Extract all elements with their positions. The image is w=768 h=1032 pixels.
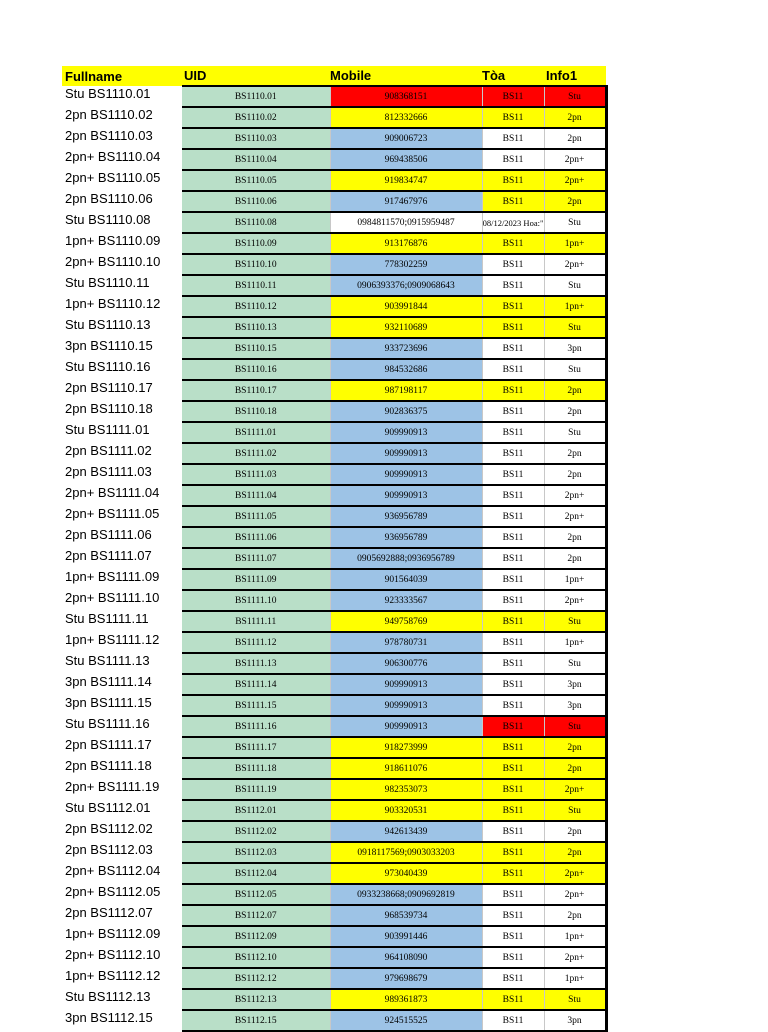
- table-row: [62, 548, 606, 569]
- cell-toa[interactable]: BS11: [482, 548, 544, 569]
- cell-mobile[interactable]: 979698679: [330, 968, 482, 989]
- header-uid[interactable]: UID: [182, 66, 330, 86]
- table-row: [62, 821, 606, 842]
- cell-uid[interactable]: BS1111.01: [182, 422, 330, 443]
- cell-toa[interactable]: BS11: [482, 149, 544, 170]
- cell-toa[interactable]: BS11: [482, 380, 544, 401]
- table-row: [62, 884, 606, 905]
- cell-mobile[interactable]: 969438506: [330, 149, 482, 170]
- cell-uid[interactable]: BS1112.01: [182, 800, 330, 821]
- cell-mobile[interactable]: 909990913: [330, 674, 482, 695]
- cell-mobile[interactable]: 0918117569;0903033203: [330, 842, 482, 863]
- table-body: [62, 86, 606, 1031]
- cell-toa[interactable]: BS11: [482, 695, 544, 716]
- cell-mobile[interactable]: 984532686: [330, 359, 482, 380]
- cell-info1[interactable]: 2pn: [544, 821, 606, 842]
- cell-toa[interactable]: BS11: [482, 296, 544, 317]
- cell-info1[interactable]: 3pn: [544, 695, 606, 716]
- cell-toa[interactable]: BS11: [482, 191, 544, 212]
- cell-info1[interactable]: 2pn+: [544, 779, 606, 800]
- table-row: [62, 947, 606, 968]
- cell-toa[interactable]: BS11: [482, 359, 544, 380]
- cell-toa[interactable]: BS11: [482, 989, 544, 1010]
- cell-uid[interactable]: BS1110.12: [182, 296, 330, 317]
- cell-fullname[interactable]: 1pn+ BS1112.09: [65, 926, 161, 941]
- cell-mobile[interactable]: 918273999: [330, 737, 482, 758]
- cell-toa[interactable]: BS11: [482, 968, 544, 989]
- cell-fullname[interactable]: 1pn+ BS1111.12: [65, 632, 160, 647]
- cell-info1[interactable]: 2pn: [544, 380, 606, 401]
- table-row: [62, 275, 606, 296]
- cell-info1[interactable]: Stu: [544, 989, 606, 1010]
- cell-uid[interactable]: BS1110.16: [182, 359, 330, 380]
- cell-fullname[interactable]: 2pn BS1111.06: [65, 527, 152, 542]
- table-row: [62, 569, 606, 590]
- cell-mobile[interactable]: 942613439: [330, 821, 482, 842]
- cell-info1[interactable]: 2pn: [544, 401, 606, 422]
- cell-info1[interactable]: Stu: [544, 611, 606, 632]
- cell-mobile[interactable]: 908368151: [330, 86, 482, 107]
- cell-info1[interactable]: Stu: [544, 86, 606, 107]
- cell-info1[interactable]: 1pn+: [544, 926, 606, 947]
- cell-mobile[interactable]: 903320531: [330, 800, 482, 821]
- cell-uid[interactable]: BS1111.09: [182, 569, 330, 590]
- cell-uid[interactable]: BS1111.18: [182, 758, 330, 779]
- cell-info1[interactable]: Stu: [544, 653, 606, 674]
- cell-mobile[interactable]: 0905692888;0936956789: [330, 548, 482, 569]
- cell-fullname[interactable]: 2pn+ BS1111.05: [65, 506, 160, 521]
- table-row: [62, 1010, 606, 1031]
- cell-toa[interactable]: BS11: [482, 674, 544, 695]
- cell-mobile[interactable]: 982353073: [330, 779, 482, 800]
- cell-toa[interactable]: BS11: [482, 1010, 544, 1031]
- cell-fullname[interactable]: 2pn+ BS1110.04: [65, 149, 161, 164]
- table-row: [62, 296, 606, 317]
- cell-mobile[interactable]: 909990913: [330, 485, 482, 506]
- cell-toa[interactable]: BS11: [482, 254, 544, 275]
- cell-fullname[interactable]: 3pn BS1111.14: [65, 674, 152, 689]
- cell-uid[interactable]: BS1110.13: [182, 317, 330, 338]
- cell-toa[interactable]: BS11: [482, 611, 544, 632]
- cell-fullname[interactable]: Stu BS1111.11: [65, 611, 149, 626]
- cell-info1[interactable]: Stu: [544, 359, 606, 380]
- cell-mobile[interactable]: 924515525: [330, 1010, 482, 1031]
- cell-toa[interactable]: BS11: [482, 485, 544, 506]
- cell-fullname[interactable]: 1pn+ BS1110.09: [65, 233, 161, 248]
- table-row: [62, 506, 606, 527]
- cell-mobile[interactable]: 917467976: [330, 191, 482, 212]
- cell-info1[interactable]: 2pn: [544, 464, 606, 485]
- cell-fullname[interactable]: 2pn BS1110.18: [65, 401, 153, 416]
- cell-info1[interactable]: Stu: [544, 275, 606, 296]
- cell-uid[interactable]: BS1112.04: [182, 863, 330, 884]
- table-row: [62, 674, 606, 695]
- table-row: [62, 800, 606, 821]
- table-row: [62, 338, 606, 359]
- header-toa[interactable]: Tòa: [482, 66, 544, 86]
- cell-uid[interactable]: BS1110.18: [182, 401, 330, 422]
- cell-uid[interactable]: BS1111.17: [182, 737, 330, 758]
- cell-info1[interactable]: Stu: [544, 212, 606, 233]
- cell-fullname[interactable]: Stu BS1111.01: [65, 422, 150, 437]
- cell-uid[interactable]: BS1112.05: [182, 884, 330, 905]
- cell-mobile[interactable]: 909990913: [330, 443, 482, 464]
- cell-toa[interactable]: BS11: [482, 716, 544, 737]
- cell-info1[interactable]: 1pn+: [544, 968, 606, 989]
- cell-info1[interactable]: 2pn: [544, 905, 606, 926]
- cell-mobile[interactable]: 936956789: [330, 527, 482, 548]
- cell-uid[interactable]: BS1111.13: [182, 653, 330, 674]
- cell-uid[interactable]: BS1111.19: [182, 779, 330, 800]
- cell-toa[interactable]: BS11: [482, 233, 544, 254]
- cell-fullname[interactable]: 2pn BS1112.07: [65, 905, 153, 920]
- cell-info1[interactable]: 2pn: [544, 191, 606, 212]
- cell-mobile[interactable]: 903991844: [330, 296, 482, 317]
- cell-uid[interactable]: BS1111.07: [182, 548, 330, 569]
- cell-info1[interactable]: 2pn+: [544, 485, 606, 506]
- cell-fullname[interactable]: 2pn BS1110.06: [65, 191, 153, 206]
- cell-fullname[interactable]: 3pn BS1111.15: [65, 695, 152, 710]
- cell-uid[interactable]: BS1110.11: [182, 275, 330, 296]
- cell-mobile[interactable]: 968539734: [330, 905, 482, 926]
- header-row: [62, 66, 606, 86]
- cell-mobile[interactable]: 949758769: [330, 611, 482, 632]
- cell-fullname[interactable]: 2pn+ BS1110.10: [65, 254, 161, 269]
- cell-info1[interactable]: 2pn+: [544, 506, 606, 527]
- cell-toa[interactable]: BS11: [482, 905, 544, 926]
- cell-info1[interactable]: 2pn: [544, 443, 606, 464]
- cell-info1[interactable]: 2pn+: [544, 149, 606, 170]
- cell-fullname[interactable]: 2pn BS1112.02: [65, 821, 153, 836]
- cell-toa[interactable]: 08/12/2023 Hoa:": [482, 212, 544, 233]
- cell-uid[interactable]: BS1111.15: [182, 695, 330, 716]
- cell-fullname[interactable]: 2pn+ BS1111.10: [65, 590, 160, 605]
- cell-mobile[interactable]: 0984811570;0915959487: [330, 212, 482, 233]
- cell-toa[interactable]: BS11: [482, 338, 544, 359]
- cell-info1[interactable]: 2pn+: [544, 884, 606, 905]
- table-row: [62, 863, 606, 884]
- table-row: [62, 149, 606, 170]
- cell-fullname[interactable]: 2pn BS1111.17: [65, 737, 152, 752]
- cell-toa[interactable]: BS11: [482, 527, 544, 548]
- table-row: [62, 611, 606, 632]
- cell-uid[interactable]: BS1110.08: [182, 212, 330, 233]
- cell-toa[interactable]: BS11: [482, 632, 544, 653]
- cell-uid[interactable]: BS1111.14: [182, 674, 330, 695]
- table-row: [62, 989, 606, 1010]
- cell-uid[interactable]: BS1112.15: [182, 1010, 330, 1031]
- cell-toa[interactable]: BS11: [482, 401, 544, 422]
- cell-mobile[interactable]: 964108090: [330, 947, 482, 968]
- cell-info1[interactable]: 2pn+: [544, 863, 606, 884]
- cell-uid[interactable]: BS1110.02: [182, 107, 330, 128]
- cell-mobile[interactable]: 932110689: [330, 317, 482, 338]
- cell-fullname[interactable]: Stu BS1110.11: [65, 275, 150, 290]
- cell-uid[interactable]: BS1111.03: [182, 464, 330, 485]
- spreadsheet-table: [62, 66, 608, 1032]
- cell-uid[interactable]: BS1110.10: [182, 254, 330, 275]
- cell-info1[interactable]: 2pn: [544, 128, 606, 149]
- cell-toa[interactable]: BS11: [482, 884, 544, 905]
- cell-fullname[interactable]: Stu BS1110.13: [65, 317, 151, 332]
- table-row: [62, 86, 606, 107]
- table-row: [62, 485, 606, 506]
- cell-info1[interactable]: 3pn: [544, 1010, 606, 1031]
- cell-info1[interactable]: 1pn+: [544, 233, 606, 254]
- table-row: [62, 212, 606, 233]
- cell-fullname[interactable]: Stu BS1112.13: [65, 989, 151, 1004]
- cell-fullname[interactable]: 2pn+ BS1111.04: [65, 485, 160, 500]
- cell-fullname[interactable]: 3pn BS1110.15: [65, 338, 153, 353]
- cell-uid[interactable]: BS1112.09: [182, 926, 330, 947]
- cell-info1[interactable]: 1pn+: [544, 296, 606, 317]
- cell-uid[interactable]: BS1111.06: [182, 527, 330, 548]
- cell-toa[interactable]: BS11: [482, 170, 544, 191]
- table-row: [62, 443, 606, 464]
- cell-info1[interactable]: Stu: [544, 422, 606, 443]
- table-row: [62, 191, 606, 212]
- cell-mobile[interactable]: 909990913: [330, 464, 482, 485]
- cell-toa[interactable]: BS11: [482, 107, 544, 128]
- cell-fullname[interactable]: Stu BS1111.13: [65, 653, 150, 668]
- cell-uid[interactable]: BS1110.15: [182, 338, 330, 359]
- cell-toa[interactable]: BS11: [482, 779, 544, 800]
- cell-uid[interactable]: BS1110.06: [182, 191, 330, 212]
- cell-mobile[interactable]: 936956789: [330, 506, 482, 527]
- cell-uid[interactable]: BS1112.13: [182, 989, 330, 1010]
- cell-uid[interactable]: BS1110.03: [182, 128, 330, 149]
- cell-toa[interactable]: BS11: [482, 653, 544, 674]
- table-row: [62, 254, 606, 275]
- cell-uid[interactable]: BS1112.12: [182, 968, 330, 989]
- cell-info1[interactable]: 2pn: [544, 107, 606, 128]
- cell-info1[interactable]: 2pn: [544, 842, 606, 863]
- cell-toa[interactable]: BS11: [482, 926, 544, 947]
- cell-fullname[interactable]: 1pn+ BS1111.09: [65, 569, 160, 584]
- cell-uid[interactable]: BS1111.05: [182, 506, 330, 527]
- cell-mobile[interactable]: 778302259: [330, 254, 482, 275]
- cell-mobile[interactable]: 987198117: [330, 380, 482, 401]
- cell-toa[interactable]: BS11: [482, 947, 544, 968]
- cell-info1[interactable]: 1pn+: [544, 632, 606, 653]
- cell-uid[interactable]: BS1112.10: [182, 947, 330, 968]
- cell-uid[interactable]: BS1110.04: [182, 149, 330, 170]
- cell-uid[interactable]: BS1110.01: [182, 86, 330, 107]
- table-row: [62, 464, 606, 485]
- cell-info1[interactable]: 2pn: [544, 548, 606, 569]
- cell-toa[interactable]: BS11: [482, 464, 544, 485]
- cell-toa[interactable]: BS11: [482, 863, 544, 884]
- cell-info1[interactable]: Stu: [544, 716, 606, 737]
- cell-mobile[interactable]: 909990913: [330, 695, 482, 716]
- cell-info1[interactable]: 2pn+: [544, 590, 606, 611]
- cell-fullname[interactable]: 2pn BS1110.17: [65, 380, 153, 395]
- cell-toa[interactable]: BS11: [482, 317, 544, 338]
- cell-info1[interactable]: 3pn: [544, 674, 606, 695]
- table-row: [62, 716, 606, 737]
- cell-toa[interactable]: BS11: [482, 443, 544, 464]
- cell-mobile[interactable]: 901564039: [330, 569, 482, 590]
- cell-fullname[interactable]: 2pn+ BS1111.19: [65, 779, 160, 794]
- cell-fullname[interactable]: 2pn BS1111.02: [65, 443, 152, 458]
- cell-toa[interactable]: BS11: [482, 506, 544, 527]
- cell-uid[interactable]: BS1110.05: [182, 170, 330, 191]
- cell-toa[interactable]: BS11: [482, 842, 544, 863]
- cell-fullname[interactable]: 2pn+ BS1112.04: [65, 863, 161, 878]
- cell-uid[interactable]: BS1111.04: [182, 485, 330, 506]
- cell-info1[interactable]: 2pn: [544, 758, 606, 779]
- cell-mobile[interactable]: 902836375: [330, 401, 482, 422]
- header-fullname[interactable]: Fullname: [62, 66, 182, 86]
- table-row: [62, 317, 606, 338]
- cell-info1[interactable]: 2pn: [544, 737, 606, 758]
- cell-mobile[interactable]: 973040439: [330, 863, 482, 884]
- cell-toa[interactable]: BS11: [482, 737, 544, 758]
- table-row: [62, 401, 606, 422]
- cell-mobile[interactable]: 812332666: [330, 107, 482, 128]
- header-info1[interactable]: Info1: [544, 66, 606, 86]
- cell-fullname[interactable]: Stu BS1111.16: [65, 716, 150, 731]
- cell-uid[interactable]: BS1111.11: [182, 611, 330, 632]
- cell-fullname[interactable]: 2pn BS1110.03: [65, 128, 153, 143]
- table-row: [62, 779, 606, 800]
- cell-uid[interactable]: BS1112.07: [182, 905, 330, 926]
- cell-fullname[interactable]: Stu BS1110.01: [65, 86, 151, 101]
- cell-info1[interactable]: 2pn+: [544, 170, 606, 191]
- cell-mobile[interactable]: 903991446: [330, 926, 482, 947]
- cell-toa[interactable]: BS11: [482, 128, 544, 149]
- cell-uid[interactable]: BS1111.10: [182, 590, 330, 611]
- cell-toa[interactable]: BS11: [482, 422, 544, 443]
- cell-fullname[interactable]: 3pn BS1112.15: [65, 1010, 153, 1025]
- cell-toa[interactable]: BS11: [482, 800, 544, 821]
- cell-fullname[interactable]: 2pn BS1111.18: [65, 758, 152, 773]
- cell-info1[interactable]: Stu: [544, 317, 606, 338]
- table-row: [62, 380, 606, 401]
- cell-fullname[interactable]: Stu BS1110.08: [65, 212, 151, 227]
- cell-fullname[interactable]: 2pn+ BS1110.05: [65, 170, 161, 185]
- cell-mobile[interactable]: 0906393376;0909068643: [330, 275, 482, 296]
- table-row: [62, 695, 606, 716]
- cell-fullname[interactable]: 1pn+ BS1110.12: [65, 296, 161, 311]
- cell-uid[interactable]: BS1110.09: [182, 233, 330, 254]
- cell-info1[interactable]: 2pn+: [544, 947, 606, 968]
- cell-mobile[interactable]: 923333567: [330, 590, 482, 611]
- cell-mobile[interactable]: 918611076: [330, 758, 482, 779]
- header-mobile[interactable]: Mobile: [330, 66, 482, 86]
- cell-info1[interactable]: 3pn: [544, 338, 606, 359]
- cell-toa[interactable]: BS11: [482, 821, 544, 842]
- cell-fullname[interactable]: 2pn BS1111.03: [65, 464, 152, 479]
- cell-uid[interactable]: BS1110.17: [182, 380, 330, 401]
- cell-mobile[interactable]: 913176876: [330, 233, 482, 254]
- table-row: [62, 359, 606, 380]
- table-row: [62, 107, 606, 128]
- cell-fullname[interactable]: 2pn BS1110.02: [65, 107, 153, 122]
- table-row: [62, 632, 606, 653]
- cell-mobile[interactable]: 906300776: [330, 653, 482, 674]
- cell-info1[interactable]: 2pn+: [544, 254, 606, 275]
- cell-mobile[interactable]: 0933238668;0909692819: [330, 884, 482, 905]
- table-row: [62, 758, 606, 779]
- table-row: [62, 737, 606, 758]
- table-row: [62, 422, 606, 443]
- cell-fullname[interactable]: 2pn BS1112.03: [65, 842, 153, 857]
- cell-fullname[interactable]: Stu BS1112.01: [65, 800, 151, 815]
- cell-toa[interactable]: BS11: [482, 275, 544, 296]
- table-row: [62, 233, 606, 254]
- cell-uid[interactable]: BS1111.12: [182, 632, 330, 653]
- table-row: [62, 590, 606, 611]
- cell-info1[interactable]: Stu: [544, 800, 606, 821]
- cell-uid[interactable]: BS1112.02: [182, 821, 330, 842]
- table-row: [62, 527, 606, 548]
- cell-mobile[interactable]: 978780731: [330, 632, 482, 653]
- cell-toa[interactable]: BS11: [482, 86, 544, 107]
- cell-fullname[interactable]: 2pn BS1111.07: [65, 548, 152, 563]
- cell-uid[interactable]: BS1111.02: [182, 443, 330, 464]
- cell-uid[interactable]: BS1112.03: [182, 842, 330, 863]
- cell-fullname[interactable]: 2pn+ BS1112.05: [65, 884, 161, 899]
- cell-fullname[interactable]: 1pn+ BS1112.12: [65, 968, 161, 983]
- table-row: [62, 128, 606, 149]
- cell-mobile[interactable]: 909990913: [330, 716, 482, 737]
- cell-fullname[interactable]: 2pn+ BS1112.10: [65, 947, 161, 962]
- cell-toa[interactable]: BS11: [482, 569, 544, 590]
- cell-uid[interactable]: BS1111.16: [182, 716, 330, 737]
- cell-mobile[interactable]: 989361873: [330, 989, 482, 1010]
- table-row: [62, 968, 606, 989]
- table-row: [62, 905, 606, 926]
- table-row: [62, 926, 606, 947]
- cell-fullname[interactable]: Stu BS1110.16: [65, 359, 151, 374]
- cell-info1[interactable]: 2pn: [544, 527, 606, 548]
- table-row: [62, 170, 606, 191]
- cell-toa[interactable]: BS11: [482, 758, 544, 779]
- cell-toa[interactable]: BS11: [482, 590, 544, 611]
- cell-mobile[interactable]: 919834747: [330, 170, 482, 191]
- cell-mobile[interactable]: 909006723: [330, 128, 482, 149]
- table-row: [62, 653, 606, 674]
- cell-mobile[interactable]: 909990913: [330, 422, 482, 443]
- cell-info1[interactable]: 1pn+: [544, 569, 606, 590]
- table-row: [62, 842, 606, 863]
- cell-mobile[interactable]: 933723696: [330, 338, 482, 359]
